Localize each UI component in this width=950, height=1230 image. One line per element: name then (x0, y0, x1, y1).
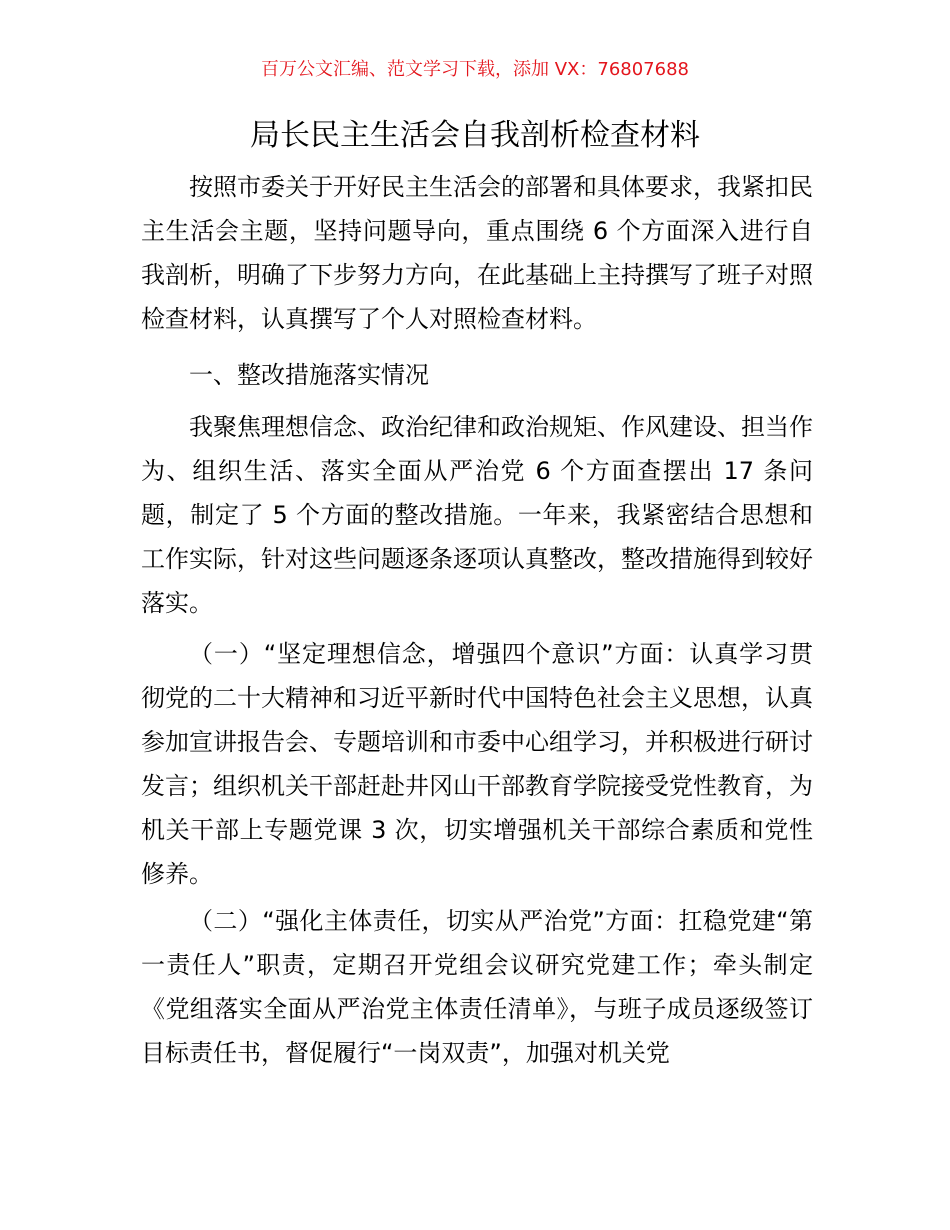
paragraph-text: 我聚焦理想信念、政治纪律和政治规矩、作风建设、担当作为、组织生活、落实全面从严治党 6 个方面查摆出 17 条问题，制定了 5 个方面的整改措施。一年来，我紧密结合思想和工作实际，针对这些问题逐条逐项认真整改，整改措施得到较好落实。 (141, 413, 813, 617)
document-title: 局长民主生活会自我剖析检查材料 (250, 118, 700, 153)
intro-paragraph (141, 165, 813, 341)
paragraph-text: 按照市委关于开好民主生活会的部署和具体要求，我紧扣民主生活会主题，坚持问题导向，重点围绕 6 个方面深入进行自我剖析，明确了下步努力方向，在此基础上主持撰写了班子对照检查材料，认真撰写了个人对照检查材料。 (141, 173, 813, 333)
paragraph-text: （二）“强化主体责任，切实从严治党”方面：扛稳党建“第一责任人”职责，定期召开党组会议研究党建工作；牵头制定《党组落实全面从严治党主体责任清单》，与班子成员逐级签订目标责任书，督促履行“一岗双责”，加强对机关党 (141, 907, 813, 1067)
section-heading (141, 353, 813, 397)
section-heading-text: 一、整改措施落实情况 (189, 361, 429, 389)
paragraph-text: （一）“坚定理想信念，增强四个意识”方面：认真学习贯彻党的二十大精神和习近平新时代中国特色社会主义思想，认真参加宣讲报告会、专题培训和市委中心组学习，并积极进行研讨发言；组织机关干部赶赴井冈山干部教育学院接受党性教育，为机关干部上专题党课 3 次，切实增强机关干部综合素质和党性修养。 (141, 640, 813, 888)
section-paragraph (141, 405, 813, 625)
watermark-header: 百万公文汇编、范文学习下载，添加 VX：76807688 (261, 59, 689, 80)
subsection-two-paragraph (141, 899, 813, 1075)
subsection-one-paragraph (141, 632, 813, 896)
